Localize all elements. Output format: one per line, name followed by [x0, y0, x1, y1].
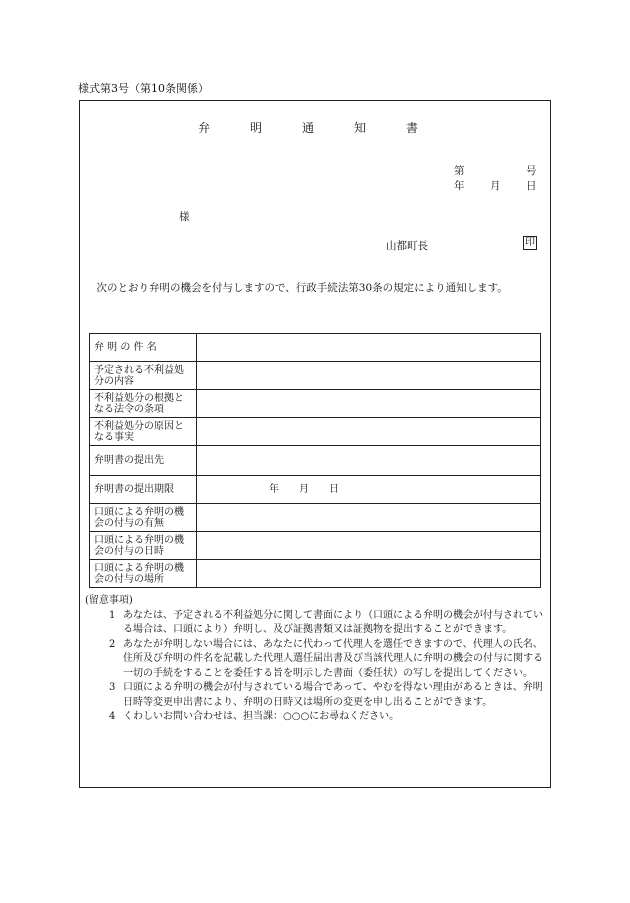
note-number: 4 [109, 711, 116, 722]
document-title: 弁 明 通 知 書 [197, 121, 432, 135]
date-day: 日 [526, 180, 537, 192]
document-number-prefix: 第 [454, 165, 465, 177]
list-item [85, 609, 547, 638]
row-label: 予定される不利益処分の内容 [90, 362, 197, 390]
row-label: 口頭による弁明の機会の付与の日時 [90, 532, 197, 560]
form-frame [79, 100, 551, 788]
table-row [90, 418, 541, 446]
note-text: くわしいお問い合わせは、担当課：○○○にお尋ねください。 [123, 711, 400, 722]
sender-name: 山都町長 [386, 240, 428, 252]
form-id: 様式第3号（第10条関係） [78, 82, 209, 95]
row-value [197, 446, 541, 476]
row-label: 口頭による弁明の機会の付与の場所 [90, 560, 197, 588]
intro-paragraph: 次のとおり弁明の機会を付与しますので、行政手続法第30条の規定により通知します。 [86, 282, 508, 294]
row-value [197, 334, 541, 362]
row-label: 不利益処分の原因となる事実 [90, 418, 197, 446]
notes-section [85, 594, 547, 725]
row-value [197, 362, 541, 390]
list-item [85, 681, 547, 710]
addressee-honorific: 様 [179, 211, 190, 223]
date-year: 年 [454, 180, 465, 192]
details-table [89, 333, 541, 588]
date-month: 月 [490, 180, 501, 192]
document-number-suffix: 号 [526, 165, 537, 177]
row-value [197, 390, 541, 418]
note-text: あなたが弁明しない場合には、あなたに代わって代理人を選任できますので、代理人の氏名、住所及び弁明の件名を記載した代理人選任届出書及び当該代理人に弁明の機会の付与に関する一切の手続をすることを委任する旨を明示した書面（委任状）の写しを提出してください。 [123, 638, 543, 679]
table-row [90, 362, 541, 390]
table-row [90, 560, 541, 588]
row-label: 不利益処分の根拠となる法令の条項 [90, 390, 197, 418]
list-item [85, 638, 547, 682]
note-number: 2 [109, 638, 116, 650]
row-label: 弁明書の提出期限 [90, 476, 197, 504]
table-row [90, 446, 541, 476]
table-row [90, 476, 541, 504]
note-number: 3 [109, 682, 116, 693]
row-label: 口頭による弁明の機会の付与の有無 [90, 504, 197, 532]
list-item [85, 710, 547, 725]
row-label: 弁明書の提出先 [90, 446, 197, 476]
row-label: 弁 明 の 件 名 [90, 334, 197, 362]
note-number: 1 [109, 609, 116, 621]
deadline-value: 年 月 日 [197, 476, 541, 504]
row-value [197, 418, 541, 446]
note-text: あなたは、予定される不利益処分に関して書面により（口頭による弁明の機会が付与されている場合は、口頭により）弁明し、及び証拠書類又は証拠物を提出することができます。 [123, 609, 543, 635]
table-row [90, 390, 541, 418]
seal-mark: 印 [525, 237, 535, 248]
table-row [90, 334, 541, 362]
note-text: 口頭による弁明の機会が付与されている場合であって、やむを得ない理由があるときは、弁明日時等変更申出書により、弁明の日時又は場所の変更を申し出ることができます。 [123, 682, 543, 708]
table-row [90, 504, 541, 532]
row-value [197, 560, 541, 588]
notes-heading: (留意事項) [85, 595, 133, 606]
row-value [197, 532, 541, 560]
table-row [90, 532, 541, 560]
row-value [197, 504, 541, 532]
